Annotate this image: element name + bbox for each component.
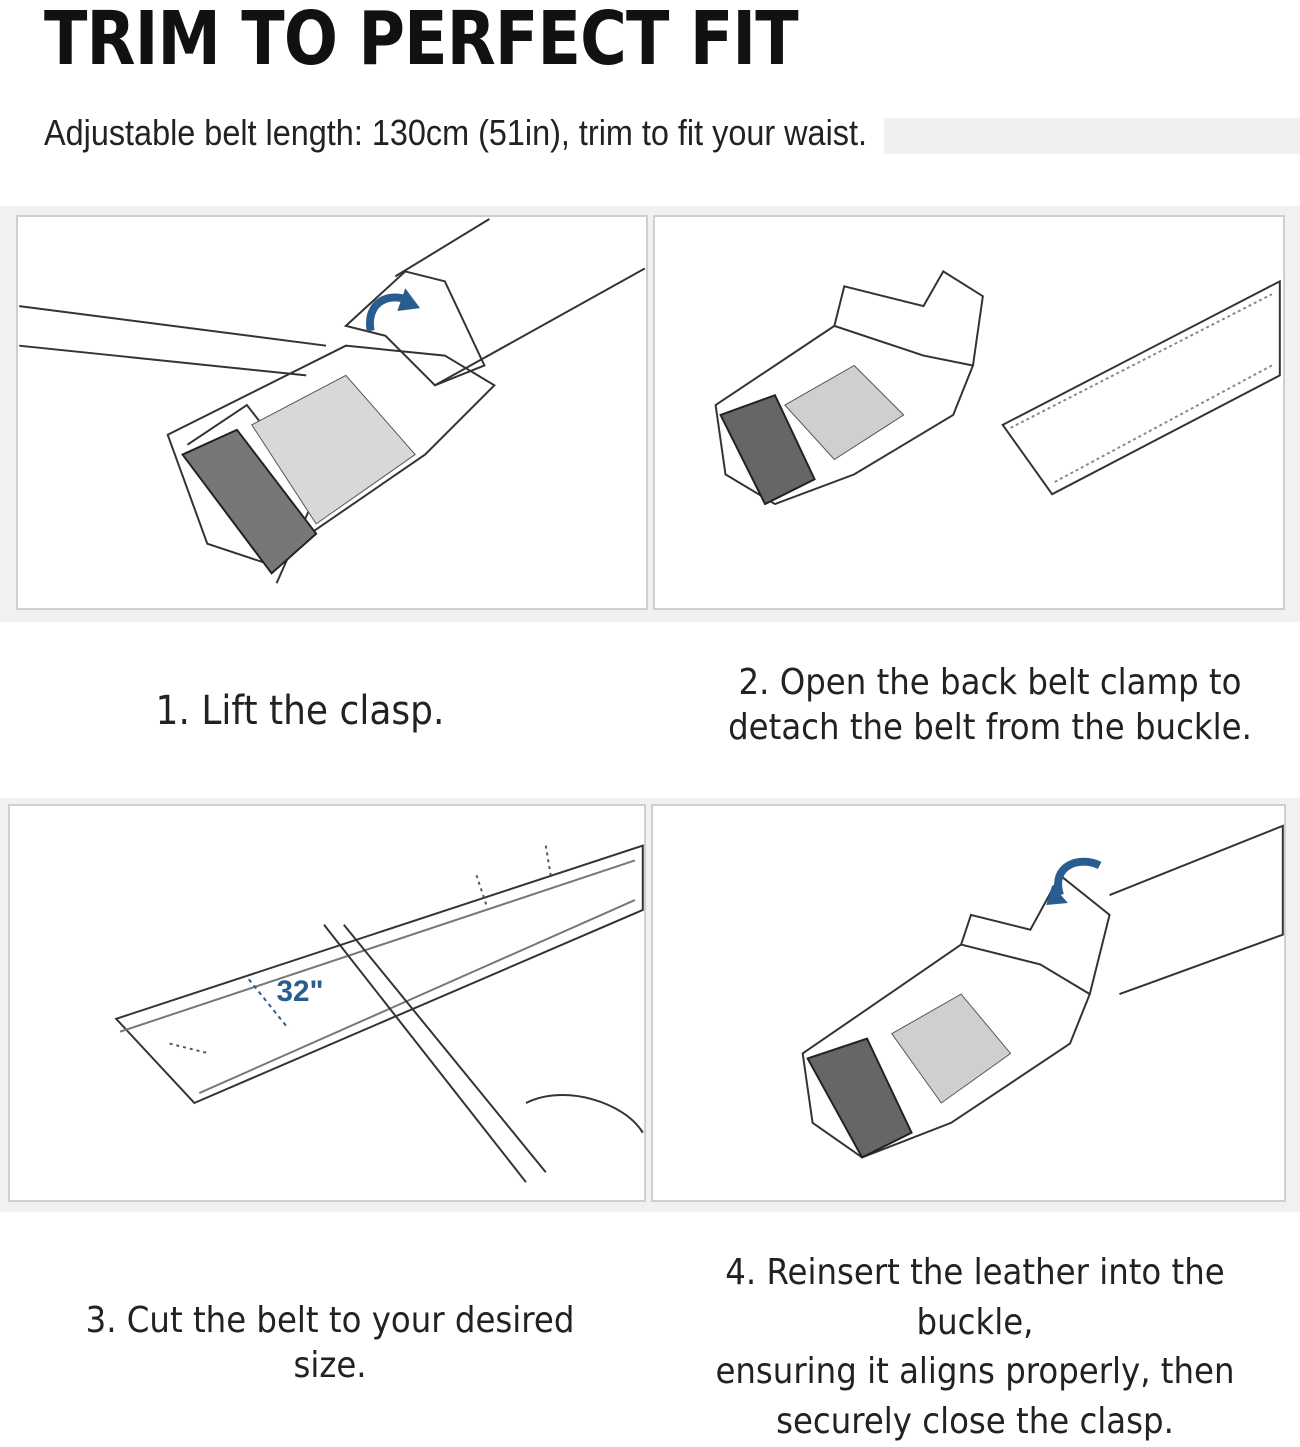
step-4-line-1: 4. Reinsert the leather into the buckle,: [725, 1252, 1225, 1343]
step-2-caption: [720, 660, 1260, 750]
page-subtitle: Adjustable belt length: 130cm (51in), trim to fit your waist.: [44, 112, 867, 153]
step-4-line-3: securely close the clasp.: [776, 1401, 1174, 1443]
buckle-reinsert-drawing: [653, 806, 1284, 1200]
step-2-line-2: detach the belt from the buckle.: [728, 707, 1252, 748]
step-4-illustration: [651, 804, 1286, 1202]
measure-label: 32": [276, 975, 324, 1009]
step-3-text: 3. Cut the belt to your desired size.: [85, 1300, 575, 1386]
step-4-caption: [678, 1248, 1272, 1447]
step-2-line-1: 2. Open the back belt clamp to: [738, 662, 1242, 703]
step-1-illustration: [16, 215, 648, 610]
step-3-illustration: [8, 804, 646, 1202]
subtitle-bar: [884, 118, 1300, 154]
step-2-illustration: [653, 215, 1285, 610]
step-1-caption: [66, 686, 534, 736]
belt-cut-scissors-drawing: [10, 806, 644, 1200]
step-3-caption: [51, 1298, 609, 1388]
buckle-open-clamp-drawing: [655, 217, 1283, 608]
step-4-line-2: ensuring it aligns properly, then: [715, 1351, 1235, 1393]
buckle-lift-clasp-drawing: [18, 217, 646, 608]
page-title: TRIM TO PERFECT FIT: [44, 0, 798, 82]
step-1-text: 1. Lift the clasp.: [155, 688, 445, 734]
